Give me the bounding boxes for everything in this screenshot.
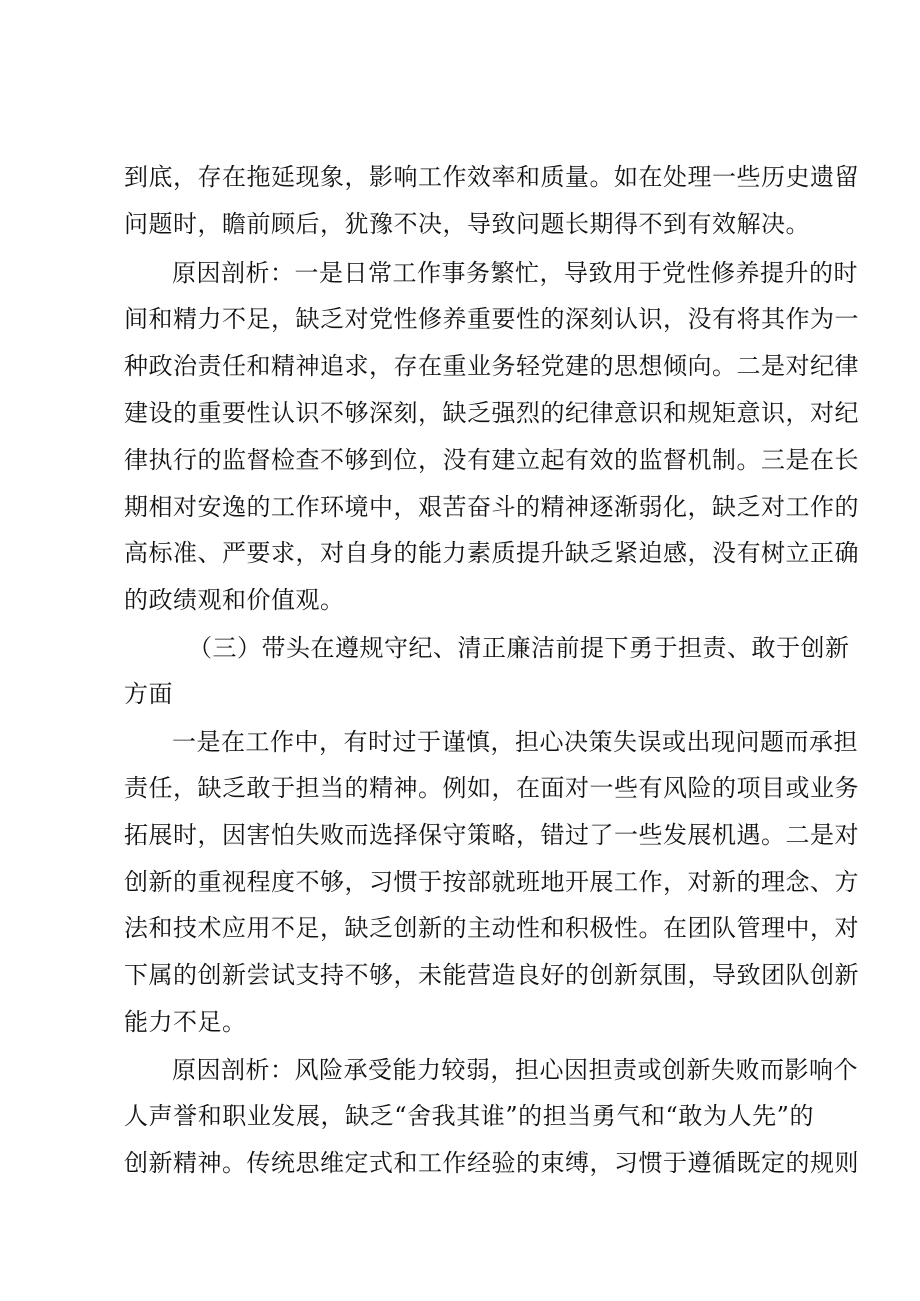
body-text-line: 能力不足。: [124, 1008, 247, 1036]
body-text-line: 责任，缺乏敢于担当的精神。例如，在面对一些有风险的项目或业务: [124, 774, 859, 802]
problem-paragraph-start: 一是在工作中，有时过于谨慎，担心决策失误或出现问题而承担: [172, 728, 858, 756]
body-text-line: 下属的创新尝试支持不够，未能营造良好的创新氛围，导致团队创新: [124, 961, 859, 989]
section-heading: （三）带头在遵规守纪、清正廉洁前提下勇于担责、敢于创新: [188, 634, 850, 662]
body-text-line: 高标准、严要求，对自身的能力素质提升缺乏紧迫感，没有树立正确: [124, 539, 859, 567]
body-text-line: 人声誉和职业发展，缺乏“舍我其谁”的担当勇气和“敢为人先”的: [124, 1102, 814, 1130]
section-heading-continuation: 方面: [124, 680, 173, 708]
body-text-line: 的政绩观和价值观。: [124, 586, 345, 614]
body-text-line: 建设的重要性认识不够深刻，缺乏强烈的纪律意识和规矩意识，对纪: [124, 399, 859, 427]
body-text-line: 创新精神。传统思维定式和工作经验的束缚，习惯于遵循既定的规则: [124, 1149, 859, 1177]
body-text-line: 到底，存在拖延现象，影响工作效率和质量。如在处理一些历史遗留: [124, 163, 859, 191]
body-text-line: 法和技术应用不足，缺乏创新的主动性和积极性。在团队管理中，对: [124, 914, 859, 942]
body-text-line: 拓展时，因害怕失败而选择保守策略，错过了一些发展机遇。二是对: [124, 821, 859, 849]
body-text-line: 期相对安逸的工作环境中，艰苦奋斗的精神逐渐弱化，缺乏对工作的: [124, 493, 859, 521]
cause-analysis-paragraph-start: 原因剖析：风险承受能力较弱，担心因担责或创新失败而影响个: [172, 1056, 858, 1084]
body-text-line: 律执行的监督检查不够到位，没有建立起有效的监督机制。三是在长: [124, 446, 859, 474]
cause-analysis-paragraph-start: 原因剖析：一是日常工作事务繁忙，导致用于党性修养提升的时: [172, 259, 858, 287]
body-text-line: 创新的重视程度不够，习惯于按部就班地开展工作，对新的理念、方: [124, 868, 859, 896]
body-text-line: 间和精力不足，缺乏对党性修养重要性的深刻认识，没有将其作为一: [124, 305, 859, 333]
body-text-line: 问题时，瞻前顾后，犹豫不决，导致问题长期得不到有效解决。: [124, 210, 810, 238]
body-text-line: 种政治责任和精神追求，存在重业务轻党建的思想倾向。二是对纪律: [124, 352, 859, 380]
